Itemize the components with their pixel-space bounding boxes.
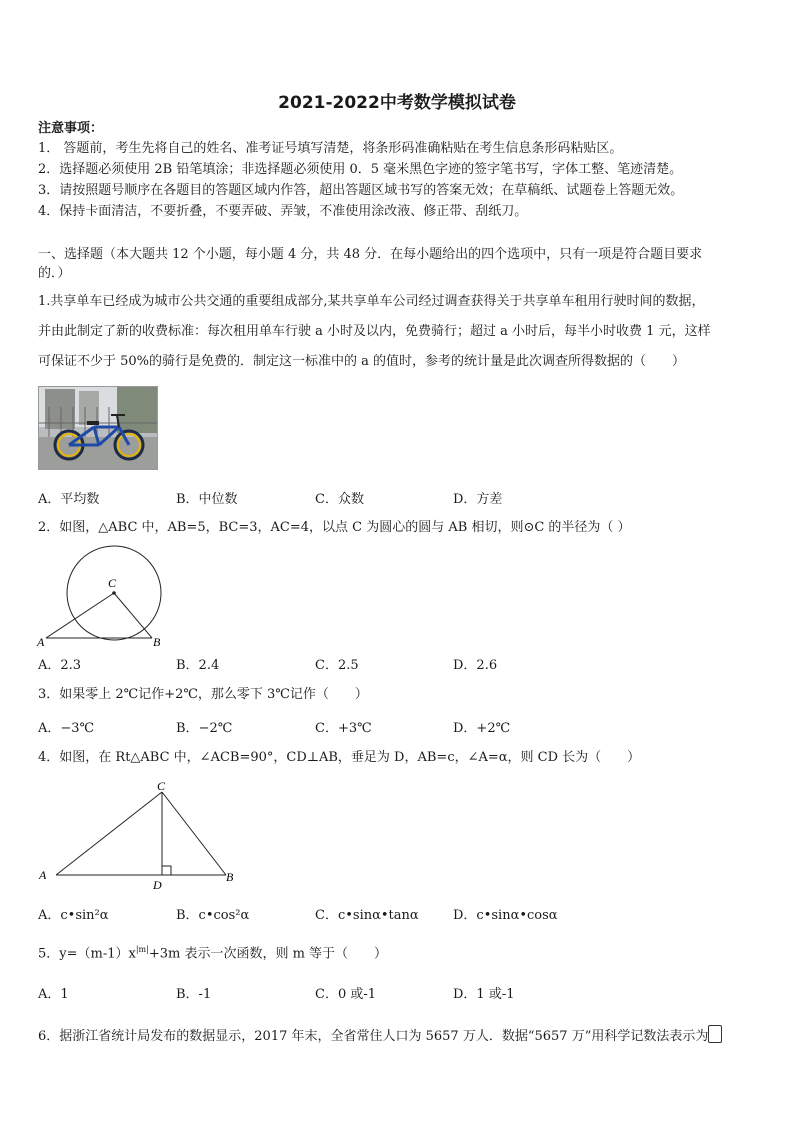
notice-heading: 注意事项： [38,121,104,136]
section-heading-cont: 的．） [38,266,71,281]
label-c: C [157,779,166,793]
option-b[interactable]: B．中位数 [176,492,238,507]
option-d[interactable]: D．1 或-1 [453,987,515,1002]
option-d[interactable]: D．c•sinα•cosα [453,908,558,923]
option-a[interactable]: A．c•sin²α [38,908,109,923]
label-a: A [39,868,47,882]
label-b: B [153,635,161,649]
option-c[interactable]: C．2.5 [315,658,359,673]
question-5-text [38,940,387,964]
bicycle-image [39,387,157,469]
question-3-text: 3．如果零上 2℃记作+2℃，那么零下 3℃记作（ ） [38,687,368,702]
option-c[interactable]: C．0 或-1 [315,987,377,1002]
option-c[interactable]: C．c•sinα•tanα [315,908,419,923]
notice-item: 3．请按照题号顺序在各题目的答题区域内作答，超出答题区域书写的答案无效；在草稿纸、试题卷上答题无效。 [38,183,684,198]
question-4-options [38,904,758,924]
answer-bracket [708,1025,722,1043]
question-2-text: 2．如图，△ABC 中，AB=5，BC=3，AC=4，以点 C 为圆心的圆与 AB 相切，则⊙C 的半径为（ ） [38,520,631,535]
question-5-options [38,983,758,1003]
q5-text-a: 5．y=（m-1）x [38,946,136,962]
option-b[interactable]: B．-1 [176,987,212,1002]
q6-text: 6．据浙江省统计局发布的数据显示，2017 年末，全省常住人口为 5657 万人．数据“5657 万”用科学记数法表示为 [38,1029,709,1044]
question-2-figure [36,542,166,652]
section-heading: 一、选择题（本大题共 12 个小题，每小题 4 分，共 48 分．在每小题给出的四个选项中，只有一项是符合题目要求 [38,247,703,262]
question-4-figure [36,778,241,893]
option-d[interactable]: D．+2℃ [453,721,511,736]
question-1-line: 可保证不少于 50%的骑行是免费的．制定这一标准中的 a 的值时，参考的统计量是此次调查所得数据的（ ） [38,354,686,369]
notice-item: 4．保持卡面清洁，不要折叠，不要弄破、弄皱，不准使用涂改液、修正带、刮纸刀。 [38,204,528,219]
notice-item: 1． 答题前，考生先将自己的姓名、准考证号填写清楚，将条形码准确粘贴在考生信息条形码粘贴区。 [38,141,623,156]
option-a[interactable]: A．2.3 [38,658,82,673]
option-d[interactable]: D．2.6 [453,658,498,673]
notice-item: 2．选择题必须使用 2B 铅笔填涂；非选择题必须使用 0．5 毫米黑色字迹的签字笔书写，字体工整、笔迹清楚。 [38,162,683,177]
option-b[interactable]: B．c•cos²α [176,908,250,923]
label-d: D [153,878,162,892]
page-title: 2021-2022中考数学模拟试卷 [278,93,516,113]
question-1-line: 并由此制定了新的收费标准：每次租用单车行驶 a 小时及以内，免费骑行；超过 a 小时后，每半小时收费 1 元，这样 [38,324,711,339]
label-a: A [37,635,45,649]
option-b[interactable]: B．−2℃ [176,721,233,736]
question-2-options [38,654,758,674]
question-6-text [38,1025,722,1047]
option-a[interactable]: A．−3℃ [38,721,95,736]
q5-exponent: |m| [135,945,149,954]
question-3-options [38,717,758,737]
option-a[interactable]: A．1 [38,987,69,1002]
option-b[interactable]: B．2.4 [176,658,220,673]
option-a[interactable]: A．平均数 [38,492,100,507]
option-d[interactable]: D．方差 [453,492,503,507]
label-c: C [108,576,117,590]
label-b: B [226,870,234,884]
option-c[interactable]: C．+3℃ [315,721,372,736]
question-1-options [38,488,758,508]
question-4-text: 4．如图，在 Rt△ABC 中，∠ACB=90°，CD⊥AB，垂足为 D，AB=c，∠A=α，则 CD 长为（ ） [38,750,641,765]
question-1-line: 1.共享单车已经成为城市公共交通的重要组成部分,某共享单车公司经过调查获得关于共享单车租用行驶时间的数据， [38,294,705,309]
option-c[interactable]: C．众数 [315,492,364,507]
q5-text-b: +3m 表示一次函数，则 m 等于（ ） [148,946,388,962]
bicycle-photo [38,386,158,470]
